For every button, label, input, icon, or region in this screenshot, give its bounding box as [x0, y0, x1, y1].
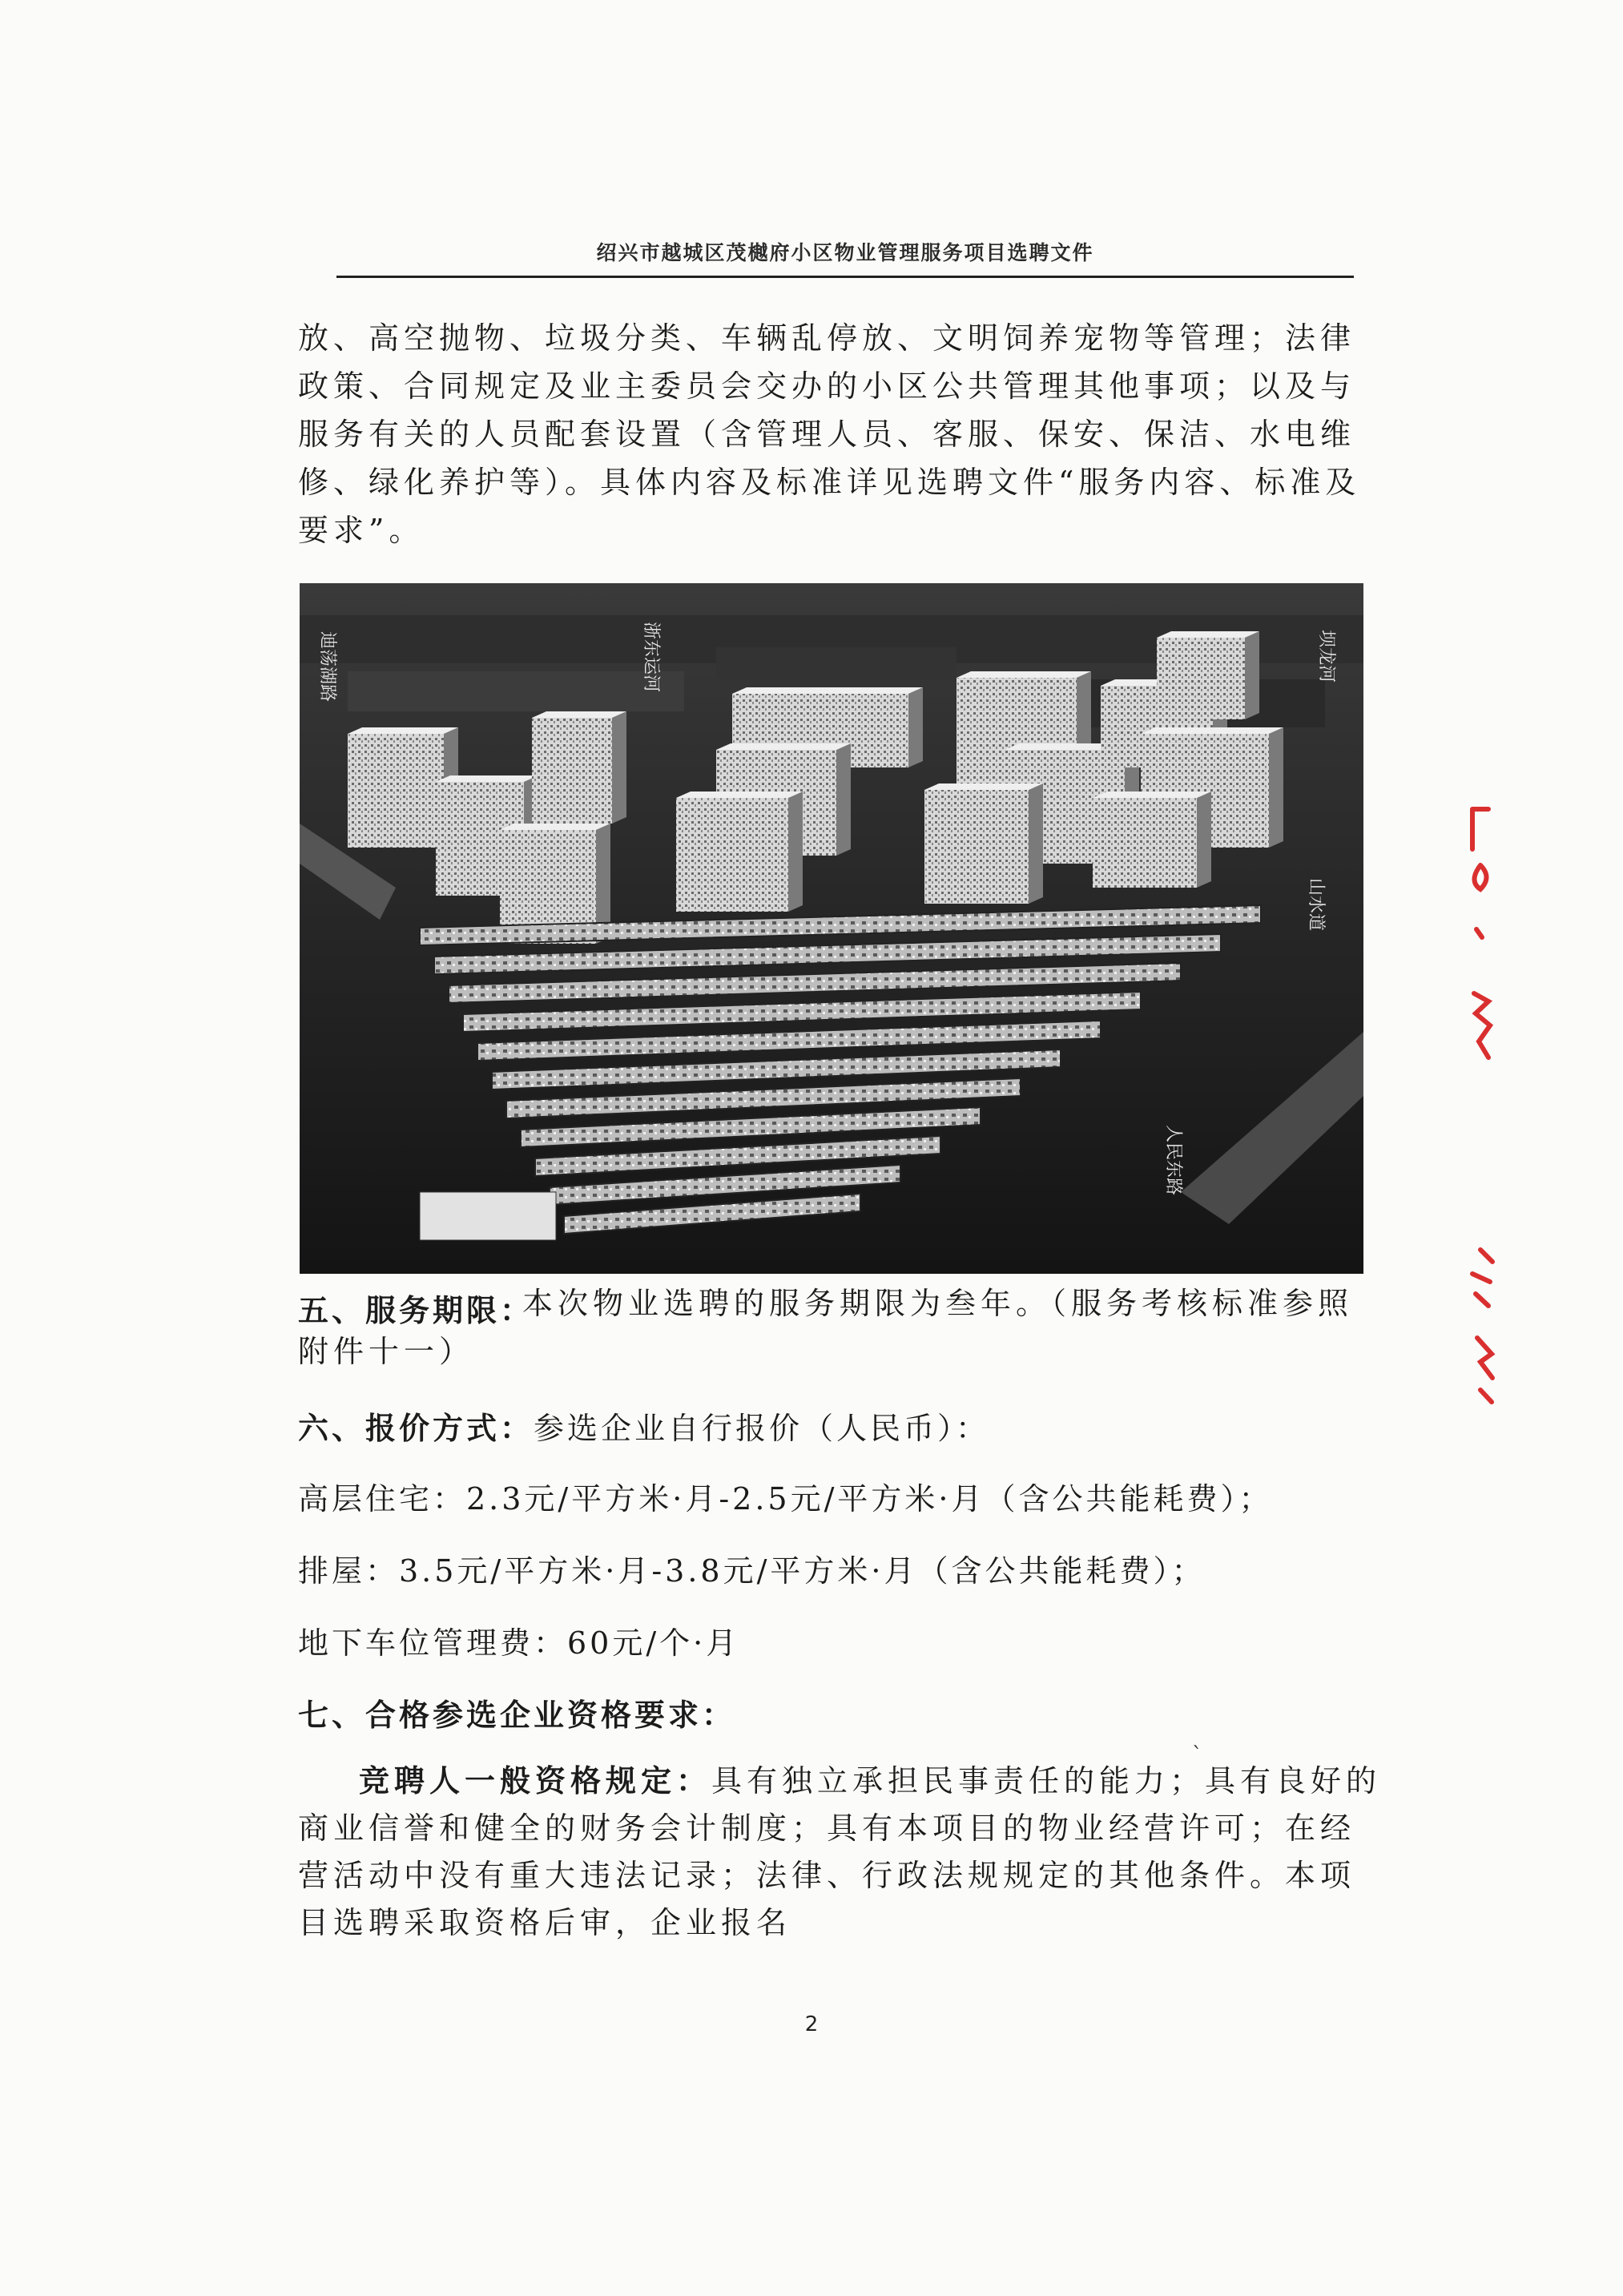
page-number: 2: [804, 2012, 819, 2036]
section7-text: 具有独立承担民事责任的能力；具有良好的商业信誉和健全的财务会计制度；具有本项目的物业经营许可；在经营活动中没有重大违法记录；法律、行政法规规定的其他条件。本项目选聘采取资格后审，企业报名: [298, 1763, 1382, 1940]
section6-text: 参选企业自行报价（人民币）：: [534, 1411, 990, 1446]
section6-line: [298, 1404, 1387, 1448]
section5-heading: 五、服务期限：: [298, 1293, 534, 1328]
photo-label-didanghu-road: 迪荡湖路: [317, 631, 337, 703]
section7-heading: 七、合格参选企业资格要求：: [298, 1698, 736, 1733]
seal-stamp-fragment: [1456, 801, 1504, 1410]
stray-mark: ˋ: [1192, 1743, 1202, 1767]
photo-label-balong-river: 坝龙河: [1316, 630, 1336, 683]
header-rule: [336, 276, 1354, 278]
section7-subheading: 竞聘人一般资格规定：: [359, 1763, 712, 1799]
section5-text: 本次物业选聘的服务期限为叁年。（服务考核标准参照附件十一）: [298, 1286, 1354, 1370]
photo-label-renmin-east-road: 人民东路: [1163, 1125, 1183, 1196]
section7-paragraph: [298, 1758, 1387, 1947]
photo-label-zhedong-canal: 浙东运河: [641, 622, 661, 693]
price-townhouse: 排屋：3.5元/平方米·月-3.8元/平方米·月（含公共能耗费）；: [298, 1553, 1206, 1589]
high-rise-tower: [532, 711, 626, 824]
header-title: 绍兴市越城区茂樾府小区物业管理服务项目选聘文件: [596, 241, 1094, 264]
clubhouse-building: [420, 1192, 556, 1240]
high-rise-tower: [924, 783, 1043, 904]
high-rise-tower: [676, 792, 803, 912]
high-rise-tower: [1157, 631, 1259, 719]
section6-heading: 六、报价方式：: [298, 1411, 534, 1446]
photo-label-shanshui-road: 山水道: [1306, 878, 1326, 932]
community-aerial-photo: [300, 583, 1363, 1274]
price-highrise: 高层住宅：2.3元/平方米·月-2.5元/平方米·月（含公共能耗费）；: [298, 1481, 1273, 1517]
high-rise-tower: [1093, 792, 1211, 888]
price-parking: 地下车位管理费：60元/个·月: [298, 1625, 740, 1661]
intro-paragraph: 放、高空抛物、垃圾分类、车辆乱停放、文明饲养宠物等管理；法律政策、合同规定及业主委员会交办的小区公共管理其他事项；以及与服务有关的人员配套设置（含管理人员、客服、保安、保洁、水电维修、绿化养护等）。具体内容及标准详见选聘文件“服务内容、标准及要求”。: [298, 320, 1361, 549]
